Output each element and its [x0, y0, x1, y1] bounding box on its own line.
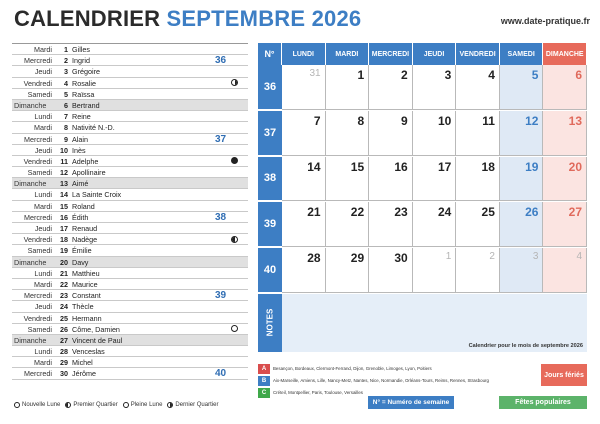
- page-title: [14, 6, 361, 32]
- day-cell-number: 21: [307, 205, 321, 220]
- notes-caption: Calendrier pour le mois de septembre 2026: [468, 342, 583, 349]
- day-cell[interactable]: [456, 248, 500, 293]
- weekday-label: Vendredi: [23, 235, 52, 245]
- day-number: 6: [64, 100, 68, 110]
- saint-name: Venceslas: [72, 347, 105, 357]
- weekday-label: Lundi: [34, 112, 52, 122]
- moon-phase-legend: [14, 402, 218, 408]
- day-number: 4: [64, 78, 68, 88]
- day-cell[interactable]: [369, 65, 413, 110]
- weekday-label: Mardi: [34, 279, 52, 289]
- day-cell-number: 4: [488, 68, 495, 82]
- day-cell-number: 16: [394, 159, 408, 174]
- day-number: 20: [60, 257, 68, 267]
- day-row: [12, 178, 248, 189]
- moon-legend-item: [167, 402, 218, 408]
- popular-holidays-legend-box: Fêtes populaires: [499, 396, 587, 409]
- day-row: [12, 346, 248, 357]
- weekday-label: Lundi: [34, 268, 52, 278]
- saint-name: Jérôme: [72, 369, 96, 379]
- day-cell-number: 27: [568, 205, 583, 220]
- day-cell-number: 19: [525, 159, 539, 174]
- day-cell[interactable]: [413, 248, 457, 293]
- full-moon-icon: [231, 325, 238, 332]
- notes-label: [258, 294, 282, 352]
- week-number-cell: 36: [258, 65, 282, 110]
- day-cell[interactable]: [413, 202, 457, 247]
- day-cell-number: 7: [313, 113, 321, 128]
- new-moon-icon: [14, 402, 20, 408]
- saint-name: Apollinaire: [72, 168, 106, 178]
- day-cell[interactable]: [326, 157, 370, 202]
- day-cell[interactable]: [326, 65, 370, 110]
- weekday-label: Lundi: [34, 190, 52, 200]
- moon-legend-item: [65, 402, 117, 408]
- day-number: 2: [64, 56, 68, 66]
- day-row: [12, 145, 248, 156]
- month-grid: [258, 43, 587, 352]
- zone-badge: A: [258, 364, 270, 374]
- day-row: [12, 268, 248, 279]
- saint-name: Matthieu: [72, 268, 100, 278]
- day-row: [12, 212, 248, 223]
- day-row: [12, 234, 248, 245]
- day-number: 23: [60, 291, 68, 301]
- weekday-label: Dimanche: [14, 100, 47, 110]
- weekday-label: Lundi: [34, 347, 52, 357]
- week-number-header: N°: [258, 43, 282, 65]
- week-number: 40: [215, 368, 227, 380]
- weekday-label: Samedi: [27, 246, 52, 256]
- week-row: [258, 202, 587, 248]
- moon-legend-item: [14, 402, 60, 408]
- day-cell[interactable]: [282, 65, 326, 110]
- weekday-label: Dimanche: [14, 179, 47, 189]
- day-cell[interactable]: [282, 111, 326, 156]
- week-row: [258, 157, 587, 203]
- new-moon-icon: [231, 157, 238, 164]
- day-cell-number: 3: [444, 68, 452, 82]
- day-cell[interactable]: [500, 111, 544, 156]
- grid-weeks: [258, 65, 587, 294]
- saint-name: La Sainte Croix: [72, 190, 122, 200]
- first-moon-icon: [65, 402, 71, 408]
- day-row: [12, 368, 248, 379]
- week-number: 38: [215, 211, 227, 223]
- title-month-year: SEPTEMBRE 2026: [166, 6, 362, 31]
- day-cell-number: 26: [525, 205, 539, 220]
- weekday-label: Vendredi: [23, 313, 52, 323]
- day-row: [12, 335, 248, 346]
- day-cell-number: 15: [350, 159, 365, 174]
- saint-name: Nadège: [72, 235, 98, 245]
- day-number: 28: [60, 347, 68, 357]
- zone-badge: C: [258, 388, 270, 398]
- saint-name: Alain: [72, 134, 88, 144]
- day-header: MERCREDI: [369, 43, 413, 65]
- day-cell-number: 31: [309, 68, 321, 79]
- day-cell-number: 3: [532, 251, 539, 263]
- weekday-label: Mardi: [34, 201, 52, 211]
- saint-name: Reine: [72, 112, 91, 122]
- week-number-cell: 38: [258, 157, 282, 202]
- day-cell[interactable]: [543, 202, 587, 247]
- week-number-cell: 37: [258, 111, 282, 156]
- day-cell[interactable]: [369, 202, 413, 247]
- weekday-label: Mardi: [34, 123, 52, 133]
- day-cell-number: 4: [576, 251, 583, 263]
- day-row: [12, 245, 248, 256]
- saint-name: Michel: [72, 358, 93, 368]
- day-cell[interactable]: [369, 111, 413, 156]
- day-cell-number: 24: [437, 205, 452, 220]
- day-number: 14: [60, 190, 68, 200]
- day-number: 19: [60, 246, 68, 256]
- weekday-label: Mercredi: [24, 212, 52, 222]
- saint-name: Vincent de Paul: [72, 335, 123, 345]
- day-cell-number: 13: [568, 113, 583, 128]
- day-row: [12, 324, 248, 335]
- day-cell-number: 25: [481, 205, 495, 220]
- weekday-label: Jeudi: [34, 67, 52, 77]
- weekday-label: Mardi: [34, 45, 52, 54]
- day-cell[interactable]: [413, 157, 457, 202]
- saint-name: Thècle: [72, 302, 94, 312]
- day-cell-number: 22: [350, 205, 365, 220]
- saint-name: Aimé: [72, 179, 89, 189]
- moon-legend-label: Dernier Quartier: [175, 402, 219, 408]
- day-cell-number: 8: [357, 113, 365, 128]
- saint-name: Roland: [72, 201, 95, 211]
- day-cell[interactable]: [413, 111, 457, 156]
- day-cell[interactable]: [456, 65, 500, 110]
- weekday-label: Mardi: [34, 358, 52, 368]
- moon-legend-label: Pleine Lune: [130, 402, 163, 408]
- week-number-legend-box: N° = Numéro de semaine: [368, 396, 454, 409]
- zone-badge: B: [258, 376, 270, 386]
- week-number-cell: 39: [258, 202, 282, 247]
- grid-header: [258, 43, 587, 65]
- weekday-label: Vendredi: [23, 78, 52, 88]
- day-cell-number: 2: [489, 251, 495, 263]
- weekday-label: Jeudi: [34, 224, 52, 233]
- day-cell[interactable]: [456, 157, 500, 202]
- saint-name: Constant: [72, 291, 101, 301]
- weekday-label: Samedi: [27, 168, 52, 178]
- day-cell[interactable]: [500, 65, 544, 110]
- weekday-label: Dimanche: [14, 335, 47, 345]
- day-number: 16: [60, 212, 68, 222]
- saint-name: Renaud: [72, 224, 98, 233]
- day-cell[interactable]: [543, 111, 587, 156]
- week-number-cell: 40: [258, 248, 282, 293]
- day-cell-number: 9: [401, 113, 408, 128]
- day-cell[interactable]: [326, 248, 370, 293]
- saint-name: Inès: [72, 145, 86, 155]
- saint-name: Gilles: [72, 45, 90, 54]
- weekday-label: Jeudi: [34, 302, 52, 312]
- day-number: 30: [60, 369, 68, 379]
- day-number: 27: [60, 335, 68, 345]
- day-number: 12: [60, 168, 68, 178]
- zone-cities: Besançon, Bordeaux, Clermont-Ferrand, Dijon, Grenoble, Limoges, Lyon, Poitiers: [273, 366, 432, 371]
- day-cell[interactable]: [500, 202, 544, 247]
- zone-cities: Aix-Marseille, Amiens, Lille, Nancy-Metz, Nantes, Nice, Normandie, Orléans-Tours, Reims, Rennes, Strasbourg: [273, 378, 489, 383]
- day-cell-number: 11: [482, 113, 495, 128]
- weekday-label: Mercredi: [24, 134, 52, 144]
- day-cell-number: 1: [357, 68, 365, 82]
- day-cell-number: 28: [307, 251, 321, 266]
- day-cell[interactable]: [500, 157, 544, 202]
- day-header: MARDI: [326, 43, 370, 65]
- day-row: [12, 66, 248, 77]
- day-row: [12, 89, 248, 100]
- moon-legend-item: [123, 402, 163, 408]
- day-number: 26: [60, 324, 68, 334]
- day-row: [12, 189, 248, 200]
- day-row: [12, 100, 248, 111]
- saint-name: Édith: [72, 212, 89, 222]
- weekday-label: Mercredi: [24, 369, 52, 379]
- weekday-label: Dimanche: [14, 257, 47, 267]
- saint-name: Bertrand: [72, 100, 100, 110]
- day-number: 29: [60, 358, 68, 368]
- day-number: 22: [60, 279, 68, 289]
- day-row: [12, 167, 248, 178]
- weekday-label: Vendredi: [23, 156, 52, 166]
- day-cell-number: 5: [531, 68, 539, 82]
- day-cell[interactable]: [543, 248, 587, 293]
- holidays-legend-box: Jours fériés: [541, 364, 587, 386]
- day-cell-number: 30: [394, 251, 408, 266]
- day-row: [12, 201, 248, 212]
- day-row: [12, 223, 248, 234]
- school-zone-row: [258, 363, 538, 374]
- zone-cities: Créteil, Montpellier, Paris, Toulouse, Versailles: [273, 390, 363, 395]
- day-number: 21: [60, 268, 68, 278]
- day-row: [12, 55, 248, 66]
- week-row: [258, 111, 587, 157]
- day-number: 7: [64, 112, 68, 122]
- day-cell[interactable]: [326, 202, 370, 247]
- saint-name: Ingrid: [72, 56, 90, 66]
- day-number: 24: [60, 302, 68, 312]
- weekday-label: Mercredi: [24, 56, 52, 66]
- day-cell-number: 1: [445, 251, 452, 263]
- day-header: LUNDI: [282, 43, 326, 65]
- saint-name: Rosalie: [72, 78, 96, 88]
- day-cell[interactable]: [326, 111, 370, 156]
- day-header: VENDREDI: [456, 43, 500, 65]
- title-calendrier: CALENDRIER: [14, 6, 161, 31]
- last-moon-icon: [231, 79, 238, 86]
- day-cell[interactable]: [413, 65, 457, 110]
- week-row: [258, 65, 587, 111]
- last-moon-icon: [167, 402, 173, 408]
- day-cell[interactable]: [282, 248, 326, 293]
- day-row: [12, 78, 248, 89]
- day-cell[interactable]: [456, 111, 500, 156]
- week-number: 39: [215, 290, 227, 302]
- website-link[interactable]: www.date-pratique.fr: [500, 16, 590, 26]
- day-row: [12, 134, 248, 145]
- day-row: [12, 257, 248, 268]
- weekday-label: Samedi: [27, 89, 52, 99]
- day-cell-number: 14: [307, 159, 321, 174]
- saint-name: Côme, Damien: [72, 324, 120, 334]
- weekday-label: Mercredi: [24, 291, 52, 301]
- moon-legend-label: Nouvelle Lune: [22, 402, 61, 408]
- day-cell-number: 10: [437, 113, 452, 128]
- day-row: [12, 122, 248, 133]
- school-zone-row: [258, 375, 538, 386]
- week-number: 36: [215, 55, 227, 67]
- day-row: [12, 279, 248, 290]
- school-zones: [258, 363, 538, 399]
- day-header: DIMANCHE: [543, 43, 587, 65]
- day-number: 5: [64, 89, 68, 99]
- saint-name: Émilie: [72, 246, 92, 256]
- day-header: SAMEDI: [500, 43, 544, 65]
- day-row: [12, 156, 248, 167]
- day-cell[interactable]: [543, 157, 587, 202]
- day-cell[interactable]: [543, 65, 587, 110]
- saint-name: Adelphe: [72, 156, 99, 166]
- day-row: [12, 301, 248, 312]
- day-cell-number: 17: [437, 159, 452, 174]
- weekday-label: Samedi: [27, 324, 52, 334]
- day-cell-number: 23: [394, 205, 408, 220]
- notes-label-text: NOTES: [265, 309, 275, 337]
- day-list: [12, 43, 248, 380]
- day-row: [12, 313, 248, 324]
- day-number: 18: [60, 235, 68, 245]
- day-cell-number: 20: [568, 159, 583, 174]
- day-number: 17: [60, 224, 68, 233]
- day-number: 10: [60, 145, 68, 155]
- saint-name: Davy: [72, 257, 89, 267]
- day-number: 15: [60, 201, 68, 211]
- day-row: [12, 290, 248, 301]
- day-number: 1: [64, 45, 68, 54]
- notes-area[interactable]: [282, 294, 587, 352]
- saint-name: Raïssa: [72, 89, 95, 99]
- day-cell[interactable]: [282, 157, 326, 202]
- day-cell[interactable]: [456, 202, 500, 247]
- day-row: [12, 111, 248, 122]
- week-row: [258, 248, 587, 294]
- day-row: [12, 44, 248, 55]
- day-number: 3: [64, 67, 68, 77]
- day-row: [12, 357, 248, 368]
- day-cell[interactable]: [369, 157, 413, 202]
- saint-name: Grégoire: [72, 67, 100, 77]
- day-number: 11: [60, 156, 68, 166]
- saint-name: Hermann: [72, 313, 102, 323]
- day-cell-number: 29: [350, 251, 365, 266]
- day-cell[interactable]: [369, 248, 413, 293]
- day-cell-number: 6: [575, 68, 583, 82]
- first-moon-icon: [231, 236, 238, 243]
- day-header: JEUDI: [413, 43, 457, 65]
- moon-legend-label: Premier Quartier: [73, 402, 118, 408]
- saint-name: Nativité N.-D.: [72, 123, 115, 133]
- day-number: 8: [64, 123, 68, 133]
- saint-name: Maurice: [72, 279, 98, 289]
- day-number: 13: [60, 179, 68, 189]
- week-number: 37: [215, 133, 227, 145]
- day-number: 25: [60, 313, 68, 323]
- day-number: 9: [64, 134, 68, 144]
- day-cell[interactable]: [282, 202, 326, 247]
- day-cell[interactable]: [500, 248, 544, 293]
- full-moon-icon: [123, 402, 129, 408]
- day-cell-number: 12: [525, 113, 539, 128]
- notes-section: [258, 294, 587, 352]
- day-cell-number: 2: [401, 68, 408, 82]
- weekday-label: Jeudi: [34, 145, 52, 155]
- day-cell-number: 18: [481, 159, 495, 174]
